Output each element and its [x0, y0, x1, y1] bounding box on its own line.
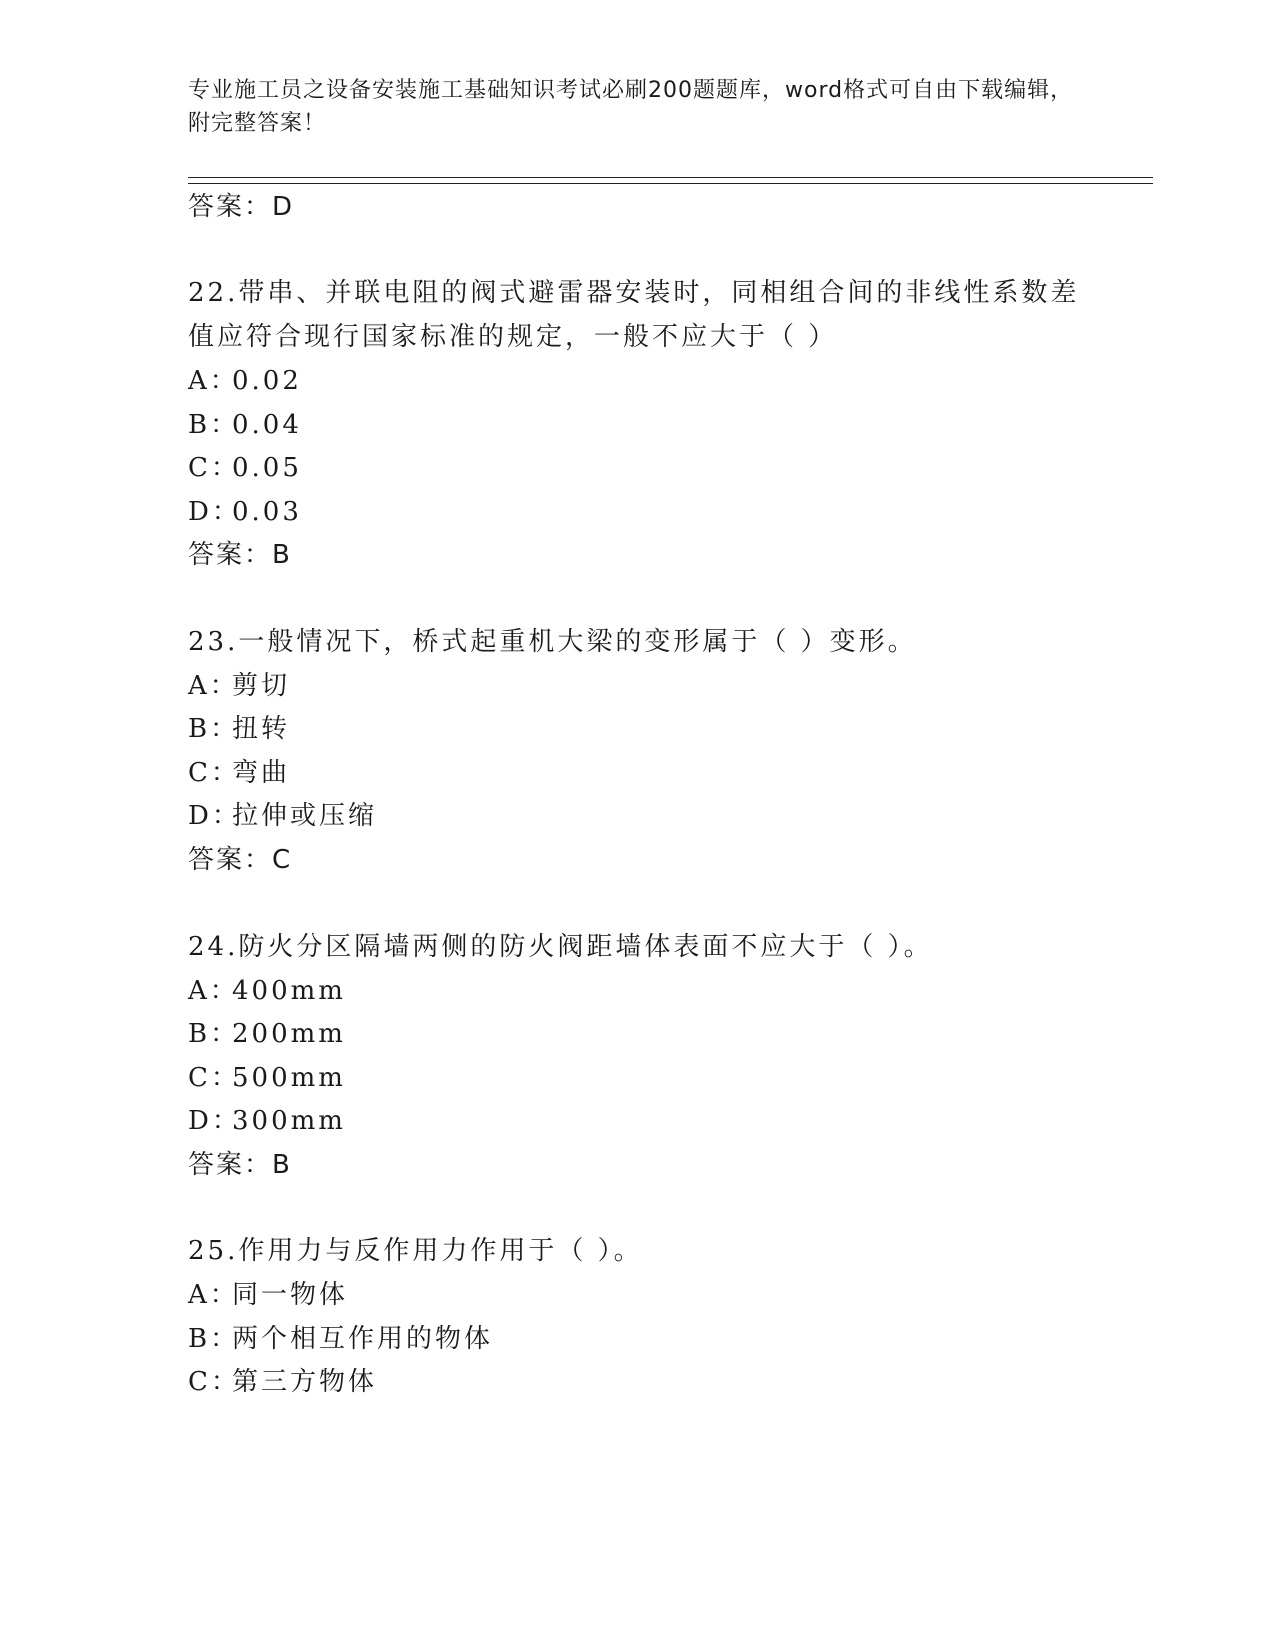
option-text: 0.03: [232, 497, 302, 527]
question-22-stem-line-1: 22.带串、并联电阻的阀式避雷器安装时，同相组合间的非线性系数差: [188, 278, 1080, 308]
question-22-option-c: [188, 451, 302, 485]
question-24-option-a: [188, 974, 346, 1008]
option-label: C：: [188, 1063, 240, 1093]
option-label: B：: [188, 410, 240, 440]
option-text: 剪切: [232, 671, 291, 701]
question-24-option-d: [188, 1104, 346, 1138]
question-25-option-a: [188, 1278, 348, 1312]
question-22-option-b: [188, 408, 302, 442]
question-24-option-c: [188, 1061, 346, 1095]
option-text: 300mm: [232, 1106, 346, 1136]
question-23-stem: 23.一般情况下，桥式起重机大梁的变形属于（ ）变形。: [188, 627, 917, 657]
question-22-answer: 答案：B: [188, 540, 292, 570]
option-label: D：: [188, 1106, 241, 1136]
option-text: 0.05: [232, 453, 302, 483]
option-label: A：: [188, 976, 239, 1006]
question-23-option-d: [188, 799, 377, 833]
question-24-answer: 答案：B: [188, 1150, 292, 1180]
option-text: 第三方物体: [232, 1367, 378, 1397]
question-25-option-b: [188, 1322, 493, 1356]
option-label: C：: [188, 1367, 240, 1397]
header-divider-top: [188, 177, 1153, 178]
question-24-stem: 24.防火分区隔墙两侧的防火阀距墙体表面不应大于（ ）。: [188, 932, 933, 962]
question-23-option-c: [188, 756, 290, 790]
option-text: 两个相互作用的物体: [232, 1324, 494, 1354]
previous-answer: 答案：D: [188, 192, 295, 222]
question-23-option-a: [188, 669, 290, 703]
question-23-option-b: [188, 712, 290, 746]
option-label: C：: [188, 453, 240, 483]
option-label: A：: [188, 671, 239, 701]
option-label: A：: [188, 366, 239, 396]
option-text: 扭转: [232, 714, 291, 744]
question-22-option-a: [188, 364, 302, 398]
option-text: 0.04: [232, 410, 302, 440]
option-label: B：: [188, 1019, 240, 1049]
question-22-option-d: [188, 495, 302, 529]
option-text: 200mm: [232, 1019, 346, 1049]
option-text: 400mm: [232, 976, 346, 1006]
option-label: B：: [188, 1324, 240, 1354]
question-23-answer: 答案：C: [188, 845, 293, 875]
option-text: 弯曲: [232, 758, 291, 788]
header-divider-bottom: [188, 183, 1153, 184]
option-text: 0.02: [232, 366, 302, 396]
option-label: D：: [188, 801, 241, 831]
option-text: 500mm: [232, 1063, 346, 1093]
question-24-option-b: [188, 1017, 346, 1051]
question-25-option-c: [188, 1365, 377, 1399]
option-text: 同一物体: [232, 1280, 349, 1310]
option-label: A：: [188, 1280, 239, 1310]
option-label: C：: [188, 758, 240, 788]
question-22-stem-line-2: 值应符合现行国家标准的规定，一般不应大于（ ）: [188, 322, 838, 352]
option-text: 拉伸或压缩: [232, 801, 378, 831]
option-label: D：: [188, 497, 241, 527]
document-header-title: 专业施工员之设备安装施工基础知识考试必刷200题题库，word格式可自由下载编辑，附完整答案！: [188, 78, 1074, 136]
option-label: B：: [188, 714, 240, 744]
question-25-stem: 25.作用力与反作用力作用于（ ）。: [188, 1236, 643, 1266]
